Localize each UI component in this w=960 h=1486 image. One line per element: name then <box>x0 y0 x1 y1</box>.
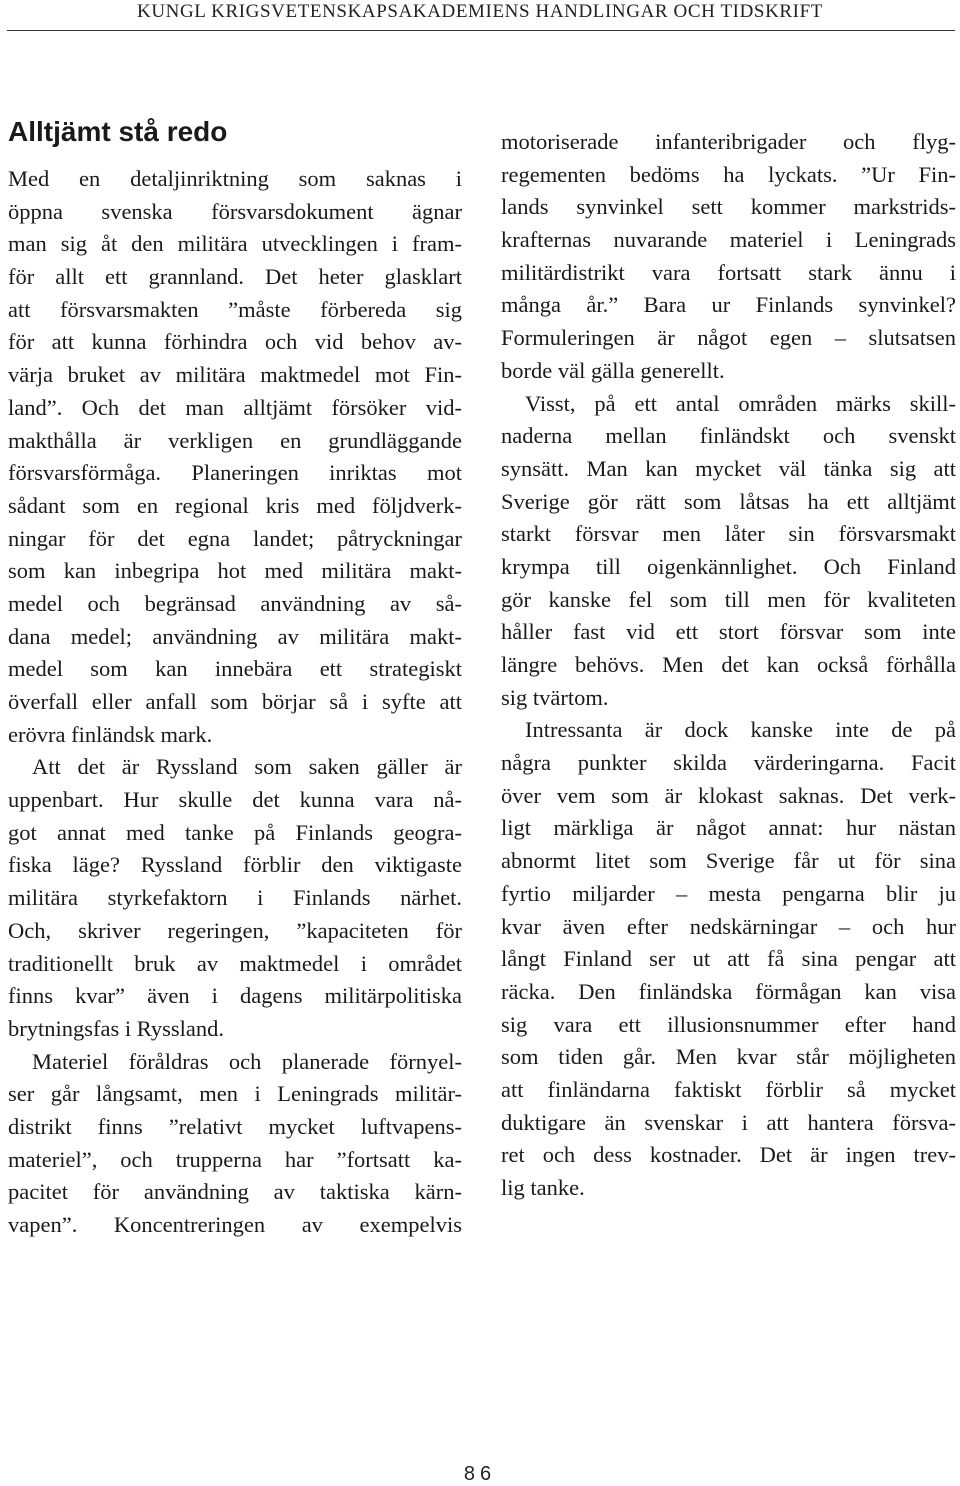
left-column-text-line: ningar för det egna landet; påtryckningar <box>8 525 462 551</box>
left-column-text-line: som kan inbegripa hot med militära makt- <box>8 558 462 584</box>
left-column-text-line: distrikt finns ”relativt mycket luftvapens- <box>8 1113 462 1139</box>
right-column-text-line: motoriserade infanteribrigader och flyg- <box>501 129 956 154</box>
left-column-text-line: Materiel föråldras och planerade förnyel- <box>32 1048 462 1074</box>
right-column-text-line: lig tanke. <box>501 1175 585 1200</box>
left-column <box>8 163 462 1242</box>
right-column-text-line: regementen bedöms ha lyckats. ”Ur Fin- <box>501 161 956 187</box>
left-column-text-line: makthålla är verkligen en grundläggande <box>8 427 462 453</box>
left-column-text-line: traditionellt bruk av maktmedel i området <box>8 950 462 976</box>
left-column-text-line: land”. Och det man alltjämt försöker vid- <box>8 394 462 420</box>
right-column-text-line: som tiden går. Men kvar står möjligheten <box>501 1044 956 1070</box>
page-number: 86 <box>463 1463 497 1485</box>
left-column-text-line: fiska läge? Ryssland förblir den viktigaste <box>8 852 462 878</box>
right-column-text-line: krafternas nuvarande materiel i Leningrads <box>501 227 956 253</box>
right-column-text-line: gör kanske fel som till men för kvaliteten <box>501 586 956 612</box>
left-column-text-line: för allt ett grannland. Det heter glasklart <box>8 264 462 290</box>
left-column-text-line: man sig åt den militära utvecklingen i fram- <box>8 231 462 257</box>
right-column-text-line: abnormt litet som Sverige får ut för sina <box>501 848 956 874</box>
left-column-text-line: militära styrkefaktorn i Finlands närhet. <box>8 885 462 911</box>
right-column-text-line: långt Finland ser ut att få sina pengar att <box>501 946 956 972</box>
left-column-text-line: dana medel; användning av militära makt- <box>8 623 462 649</box>
left-column-text-line: ser går långsamt, men i Leningrads militär- <box>8 1081 462 1107</box>
right-column-text-line: krympa till oigenkännlighet. Och Finland <box>501 553 956 579</box>
left-column-text-line: medel som kan innebära ett strategiskt <box>8 656 462 682</box>
left-column-text-line: försvarsförmåga. Planeringen inriktas mot <box>8 460 462 486</box>
right-column-text-line: Sverige gör rätt som låtsas ha ett alltjämt <box>501 488 956 514</box>
left-column-text-line: uppenbart. Hur skulle det kunna vara nå- <box>8 787 462 813</box>
right-column-text-line: borde väl gälla generellt. <box>501 357 725 383</box>
right-column-text-line: fyrtio miljarder – mesta pengarna blir ju <box>501 880 956 906</box>
right-column-text-line: militärdistrikt vara fortsatt stark ännu i <box>501 259 956 285</box>
right-column-text-line: synsätt. Man kan mycket väl tänka sig att <box>501 455 956 481</box>
left-column-text-line: för att kunna förhindra och vid behov av- <box>8 329 462 355</box>
right-column-text-line: Intressanta är dock kanske inte de på <box>525 717 956 743</box>
article-heading: Alltjämt stå redo <box>8 116 228 147</box>
right-column-text-line: några punkter skilda värderingarna. Facit <box>501 750 956 776</box>
right-column-text-line: längre behövs. Men det kan också förhålla <box>501 652 956 677</box>
left-column-text-line: Med en detaljinriktning som saknas i <box>8 166 462 191</box>
right-column-text-line: håller fast vid ett stort försvar som inte <box>501 619 956 645</box>
right-column-text-line: många år.” Bara ur Finlands synvinkel? <box>501 292 956 318</box>
left-column-text-line: Att det är Ryssland som saken gäller är <box>32 754 462 780</box>
left-column-text-line: materiel”, och trupperna har ”fortsatt ka- <box>8 1146 462 1172</box>
right-column <box>501 126 956 1205</box>
left-column-text-line: medel och begränsad användning av så- <box>8 590 462 616</box>
right-column-text-line: naderna mellan finländskt och svenskt <box>501 423 956 449</box>
right-column-text-line: räcka. Den finländska förmågan kan visa <box>501 978 956 1004</box>
left-column-text-line: värja bruket av militära maktmedel mot Fin- <box>8 362 462 388</box>
left-column-text-line: sådant som en regional kris med följdverk- <box>8 492 462 518</box>
left-column-text-line: Och, skriver regeringen, ”kapaciteten för <box>8 917 462 943</box>
left-column-text-line: att försvarsmakten ”måste förbereda sig <box>8 296 462 322</box>
right-column-text-line: ligt märkliga är något annat: hur nästan <box>501 815 956 841</box>
right-column-text-line: ret och dess kostnader. Det är ingen trev- <box>501 1142 956 1168</box>
right-column-text-line: sig tvärtom. <box>501 684 609 710</box>
left-column-text-line: brytningsfas i Ryssland. <box>8 1015 224 1041</box>
left-column-text-line: got annat med tanke på Finlands geogra- <box>8 819 462 845</box>
left-column-text-line: erövra finländsk mark. <box>8 721 213 747</box>
left-column-text-line: överfall eller anfall som börjar så i syfte att <box>8 689 462 714</box>
right-column-text-line: sig vara ett illusionsnummer efter hand <box>501 1011 956 1037</box>
left-column-text-line: pacitet för användning av taktiska kärn- <box>8 1179 462 1205</box>
right-column-text-line: kvar även efter nedskärningar – och hur <box>501 913 956 939</box>
right-column-text-line: Visst, på ett antal områden märks skill- <box>525 390 956 416</box>
right-column-text-line: över vem som är klokast saknas. Det verk- <box>501 782 956 808</box>
right-column-text-line: duktigare än svenskar i att hantera försva- <box>501 1109 956 1135</box>
left-column-text-line: finns kvar” även i dagens militärpolitiska <box>8 983 462 1009</box>
right-column-text-line: starkt försvar men låter sin försvarsmakt <box>501 521 956 547</box>
left-column-text-line: öppna svenska försvarsdokument ägnar <box>8 198 462 224</box>
right-column-text-line: att finländarna faktiskt förblir så mycket <box>501 1076 956 1102</box>
running-header: KUNGL KRIGSVETENSKAPSAKADEMIENS HANDLINGAR OCH TIDSKRIFT <box>137 1 823 22</box>
right-column-text-line: lands synvinkel sett kommer markstrids- <box>501 194 956 220</box>
left-column-text-line: vapen”. Koncentreringen av exempelvis <box>8 1212 462 1237</box>
right-column-text-line: Formuleringen är något egen – slutsatsen <box>501 325 956 351</box>
header-divider <box>7 30 955 31</box>
